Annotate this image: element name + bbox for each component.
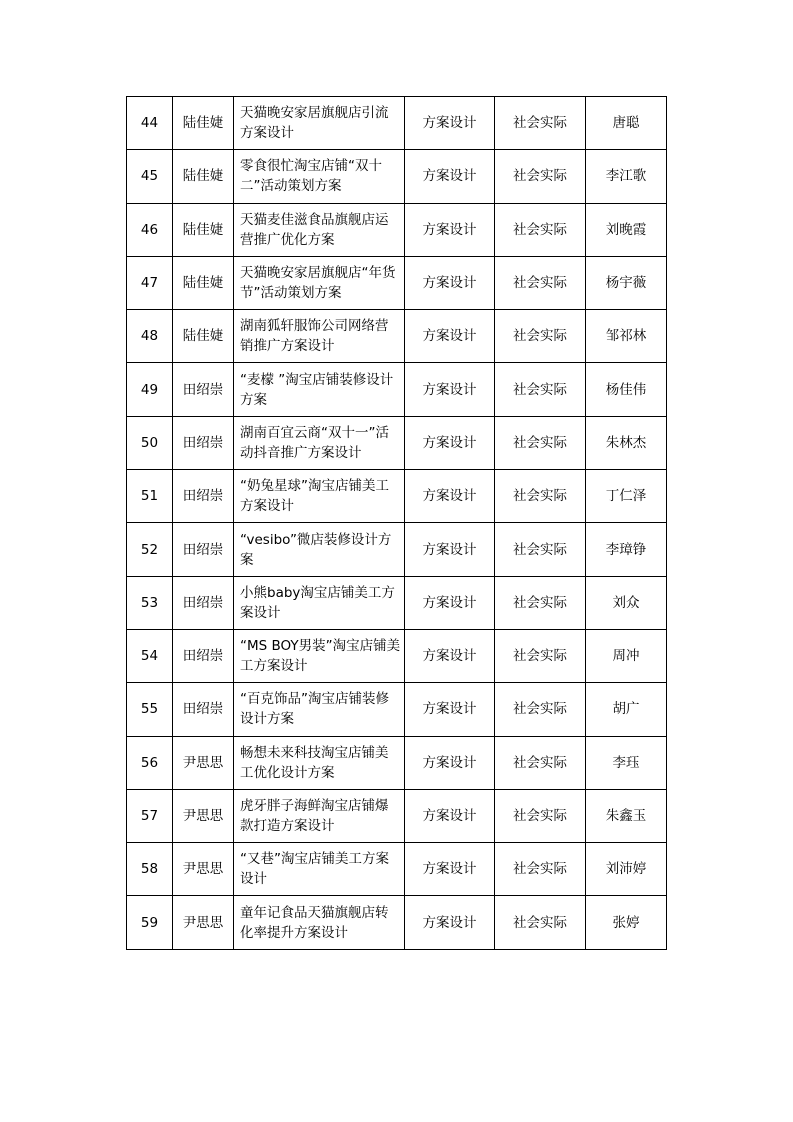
student-cell: 张婷	[586, 896, 667, 949]
topic-title-cell: 小熊baby淘宝店铺美工方案设计	[234, 576, 405, 629]
table-row	[127, 416, 667, 469]
topics-table	[126, 96, 667, 950]
topic-title-cell: “百克饰品”淘宝店铺装修设计方案	[234, 683, 405, 736]
table-row	[127, 629, 667, 682]
topic-type-cell: 方案设计	[405, 843, 495, 896]
student-cell: 刘晚霞	[586, 203, 667, 256]
topic-type-cell: 方案设计	[405, 416, 495, 469]
topic-title-cell: 天猫麦佳滋食品旗舰店运营推广优化方案	[234, 203, 405, 256]
table-row	[127, 683, 667, 736]
topic-source-cell: 社会实际	[495, 736, 586, 789]
student-cell: 胡广	[586, 683, 667, 736]
topic-source-cell: 社会实际	[495, 97, 586, 150]
topic-source-cell: 社会实际	[495, 576, 586, 629]
student-cell: 邹祁林	[586, 310, 667, 363]
topic-type-cell: 方案设计	[405, 363, 495, 416]
topic-source-cell: 社会实际	[495, 789, 586, 842]
teacher-cell: 田绍崇	[173, 576, 234, 629]
row-number-cell: 51	[127, 470, 173, 523]
student-cell: 唐聪	[586, 97, 667, 150]
topic-title-cell: 畅想未来科技淘宝店铺美工优化设计方案	[234, 736, 405, 789]
row-number-cell: 46	[127, 203, 173, 256]
student-cell: 朱鑫玉	[586, 789, 667, 842]
row-number-cell: 49	[127, 363, 173, 416]
topic-title-cell: 湖南狐轩服饰公司网络营销推广方案设计	[234, 310, 405, 363]
topic-type-cell: 方案设计	[405, 310, 495, 363]
row-number-cell: 55	[127, 683, 173, 736]
topic-source-cell: 社会实际	[495, 843, 586, 896]
topic-type-cell: 方案设计	[405, 576, 495, 629]
topic-title-cell: 湖南百宜云商“双十一”活动抖音推广方案设计	[234, 416, 405, 469]
teacher-cell: 陆佳婕	[173, 150, 234, 203]
teacher-cell: 陆佳婕	[173, 310, 234, 363]
table-row	[127, 789, 667, 842]
topic-type-cell: 方案设计	[405, 97, 495, 150]
topic-type-cell: 方案设计	[405, 683, 495, 736]
row-number-cell: 48	[127, 310, 173, 363]
topic-source-cell: 社会实际	[495, 150, 586, 203]
topic-source-cell: 社会实际	[495, 683, 586, 736]
topic-source-cell: 社会实际	[495, 416, 586, 469]
topic-type-cell: 方案设计	[405, 150, 495, 203]
student-cell: 李璋铮	[586, 523, 667, 576]
student-cell: 刘众	[586, 576, 667, 629]
topic-type-cell: 方案设计	[405, 203, 495, 256]
table-row	[127, 576, 667, 629]
topic-source-cell: 社会实际	[495, 470, 586, 523]
teacher-cell: 田绍崇	[173, 523, 234, 576]
teacher-cell: 田绍崇	[173, 683, 234, 736]
student-cell: 李珏	[586, 736, 667, 789]
table-row	[127, 150, 667, 203]
table-row	[127, 843, 667, 896]
topic-title-cell: 童年记食品天猫旗舰店转化率提升方案设计	[234, 896, 405, 949]
teacher-cell: 陆佳婕	[173, 256, 234, 309]
row-number-cell: 57	[127, 789, 173, 842]
teacher-cell: 田绍崇	[173, 416, 234, 469]
row-number-cell: 59	[127, 896, 173, 949]
table-row	[127, 896, 667, 949]
topic-source-cell: 社会实际	[495, 203, 586, 256]
table-row	[127, 203, 667, 256]
topic-title-cell: 天猫晚安家居旗舰店“年货节”活动策划方案	[234, 256, 405, 309]
topic-source-cell: 社会实际	[495, 256, 586, 309]
topic-source-cell: 社会实际	[495, 896, 586, 949]
table-row	[127, 310, 667, 363]
student-cell: 丁仁泽	[586, 470, 667, 523]
topic-type-cell: 方案设计	[405, 629, 495, 682]
topic-title-cell: 虎牙胖子海鲜淘宝店铺爆款打造方案设计	[234, 789, 405, 842]
row-number-cell: 53	[127, 576, 173, 629]
topic-type-cell: 方案设计	[405, 736, 495, 789]
student-cell: 周冲	[586, 629, 667, 682]
topic-title-cell: “又巷”淘宝店铺美工方案设计	[234, 843, 405, 896]
teacher-cell: 田绍崇	[173, 470, 234, 523]
student-cell: 李江歌	[586, 150, 667, 203]
row-number-cell: 54	[127, 629, 173, 682]
topic-source-cell: 社会实际	[495, 523, 586, 576]
row-number-cell: 56	[127, 736, 173, 789]
topic-source-cell: 社会实际	[495, 310, 586, 363]
topic-title-cell: 零食很忙淘宝店铺“双十二”活动策划方案	[234, 150, 405, 203]
teacher-cell: 尹思思	[173, 843, 234, 896]
topic-title-cell: “vesibo”微店装修设计方案	[234, 523, 405, 576]
teacher-cell: 尹思思	[173, 789, 234, 842]
table-body	[127, 97, 667, 950]
topic-title-cell: “奶兔星球”淘宝店铺美工方案设计	[234, 470, 405, 523]
table-row	[127, 363, 667, 416]
topic-title-cell: “麦檬 ”淘宝店铺装修设计方案	[234, 363, 405, 416]
table-row	[127, 523, 667, 576]
row-number-cell: 45	[127, 150, 173, 203]
student-cell: 杨宇薇	[586, 256, 667, 309]
topic-source-cell: 社会实际	[495, 363, 586, 416]
row-number-cell: 44	[127, 97, 173, 150]
row-number-cell: 52	[127, 523, 173, 576]
topic-title-cell: “MS BOY男装”淘宝店铺美工方案设计	[234, 629, 405, 682]
teacher-cell: 尹思思	[173, 736, 234, 789]
table-row	[127, 470, 667, 523]
table-row	[127, 97, 667, 150]
student-cell: 刘沛婷	[586, 843, 667, 896]
topic-title-cell: 天猫晚安家居旗舰店引流方案设计	[234, 97, 405, 150]
topic-source-cell: 社会实际	[495, 629, 586, 682]
topic-type-cell: 方案设计	[405, 256, 495, 309]
row-number-cell: 58	[127, 843, 173, 896]
topic-type-cell: 方案设计	[405, 470, 495, 523]
row-number-cell: 50	[127, 416, 173, 469]
teacher-cell: 陆佳婕	[173, 97, 234, 150]
topic-type-cell: 方案设计	[405, 789, 495, 842]
teacher-cell: 田绍崇	[173, 363, 234, 416]
student-cell: 杨佳伟	[586, 363, 667, 416]
topic-type-cell: 方案设计	[405, 896, 495, 949]
teacher-cell: 陆佳婕	[173, 203, 234, 256]
row-number-cell: 47	[127, 256, 173, 309]
student-cell: 朱林杰	[586, 416, 667, 469]
table-row	[127, 736, 667, 789]
teacher-cell: 田绍崇	[173, 629, 234, 682]
teacher-cell: 尹思思	[173, 896, 234, 949]
table-row	[127, 256, 667, 309]
topic-type-cell: 方案设计	[405, 523, 495, 576]
